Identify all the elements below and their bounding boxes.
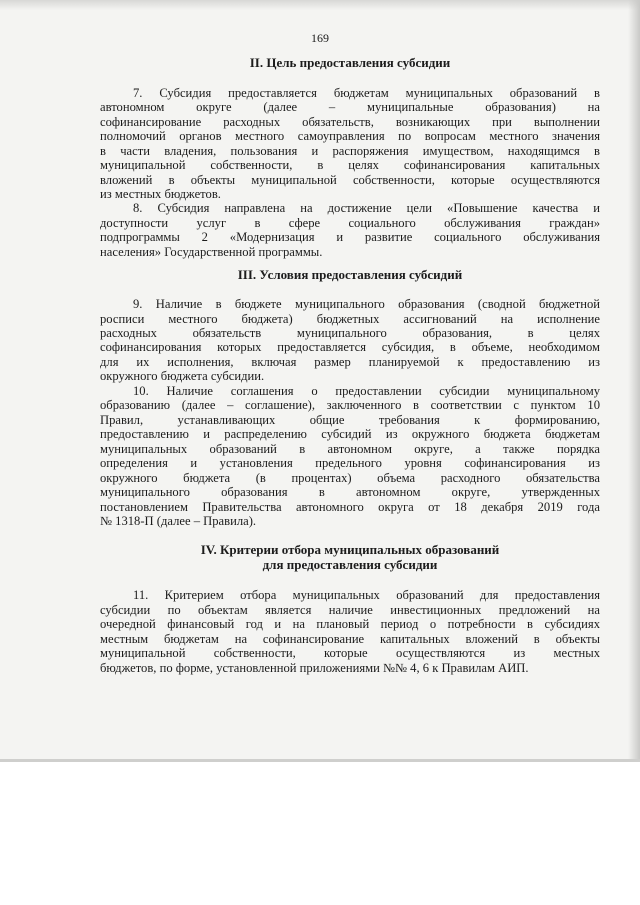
section-2-heading: II. Цель предоставления субсидии	[249, 55, 451, 70]
p10-line-2: образованию (далее – соглашение), заключенного в соответствии с пунктом 10	[100, 398, 600, 412]
p10-line-10: № 1318-П (далее – Правила).	[100, 514, 257, 528]
p7-line-5: в части владения, пользования и распоряжения имуществом, находящимся в	[100, 144, 600, 158]
p7-line-7: вложений в объекты муниципальной собственности, которые осуществляются	[100, 173, 600, 187]
p8-line-2: доступности услуг в сфере социального обслуживания граждан»	[100, 216, 600, 230]
p7-line-8: из местных бюджетов.	[100, 187, 221, 201]
p10-line-1: 10. Наличие соглашения о предоставлении субсидии муниципальному	[133, 384, 600, 398]
p8-line-4: населения» Государственной программы.	[100, 245, 323, 259]
p10-line-7: окружного бюджета (в процентах) объема расходного обязательства	[100, 471, 600, 485]
p7-line-4: полномочий органов местного самоуправления по вопросам местного значения	[100, 129, 600, 143]
p7-line-6: муниципальной собственности, в целях софинансирования капитальных	[100, 158, 600, 172]
p9-line-4: софинансирования которых предоставляется субсидия, в объеме, необходимом	[100, 340, 600, 354]
p10-line-6: определения и установления предельного уровня софинансирования из	[100, 456, 600, 470]
p8-line-1: 8. Субсидия направлена на достижение цели «Повышение качества и	[133, 201, 600, 215]
scan-shadow-right	[628, 0, 640, 762]
p9-line-2: росписи местного бюджета) бюджетных ассигнований на исполнение	[100, 312, 600, 326]
p11-line-2: субсидии по объектам является наличие инвестиционных предложений на	[100, 603, 600, 617]
section-3-heading: III. Условия предоставления субсидий	[237, 267, 463, 282]
p7-line-3: софинансирование расходных обязательств, возникающих при выполнении	[100, 115, 600, 129]
p11-line-1: 11. Критерием отбора муниципальных образований для предоставления	[133, 588, 600, 602]
p9-line-1: 9. Наличие в бюджете муниципального образования (сводной бюджетной	[133, 297, 600, 311]
p7-line-2: автономном округе (далее – муниципальные образования) на	[100, 100, 600, 114]
scan-edge-bottom	[0, 759, 640, 762]
p9-line-5: для их исполнения, включая размер планируемой к предоставлению из	[100, 355, 600, 369]
p10-line-4: предоставлению и распределению субсидий из окружного бюджета бюджетам	[100, 427, 600, 441]
p10-line-3: Правил, устанавливающих общие требования к формированию,	[100, 413, 600, 427]
p7-line-1: 7. Субсидия предоставляется бюджетам муниципальных образований в	[133, 86, 600, 100]
p11-line-3: очередной финансовый год и на плановый период о потребности в субсидиях	[100, 617, 600, 631]
p9-line-6: окружного бюджета субсидии.	[100, 369, 265, 383]
page-number: 169	[311, 31, 329, 45]
scan-shadow-top	[0, 0, 640, 10]
p10-line-8: муниципального образования в автономном округе, утвержденных	[100, 485, 600, 499]
p10-line-5: муниципальных образований в автономном округе, а также порядка	[100, 442, 600, 456]
p8-line-3: подпрограммы 2 «Модернизация и развитие социального обслуживания	[100, 230, 600, 244]
section-4-heading-line-2: для предоставления субсидии	[262, 557, 438, 572]
section-4-heading-line-1: IV. Критерии отбора муниципальных образований	[200, 542, 500, 557]
p11-line-5: муниципальной собственности, которые осуществляются из местных	[100, 646, 600, 660]
p9-line-3: расходных обязательств муниципального образования, в целях	[100, 326, 600, 340]
p10-line-9: постановлением Правительства автономного округа от 18 декабря 2019 года	[100, 500, 600, 514]
p11-line-4: местным бюджетам на софинансирование капитальных вложений в объекты	[100, 632, 600, 646]
p11-line-6: бюджетов, по форме, установленной приложениями №№ 4, 6 к Правилам АИП.	[100, 661, 529, 675]
